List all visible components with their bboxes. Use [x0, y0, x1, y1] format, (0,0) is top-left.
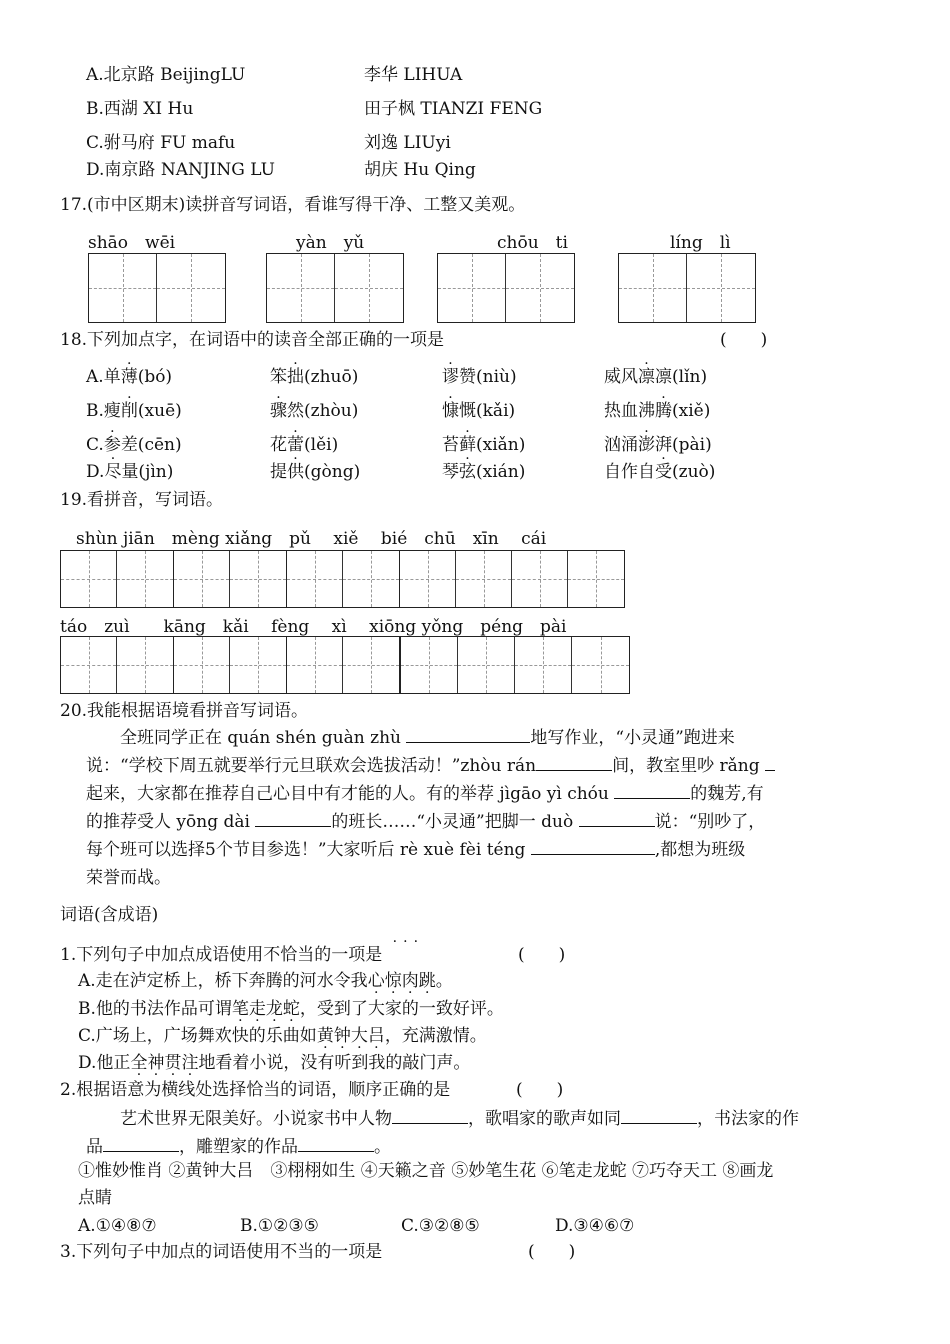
q20-line-3: 起来，大家都在推荐自己心目中有才能的人。有的举荐 jìgāo yì chóu 的魏芳,有 [86, 780, 892, 808]
q17-pinyin-2: yàn yǔ [296, 233, 365, 253]
q17-pinyin-4: líng lì [670, 233, 731, 253]
s2-answer-paren: ( ) [516, 1080, 564, 1100]
q18-option-b-item-2: 骤然(zhòu) [270, 401, 359, 421]
s2-answer-c[interactable]: C.③②⑧⑤ [401, 1216, 480, 1236]
q19-grid-r1-3[interactable] [286, 550, 400, 608]
s2-blank-1[interactable] [392, 1105, 468, 1124]
s2-answer-a[interactable]: A.①④⑧⑦ [78, 1216, 157, 1236]
q16-option-a: A.北京路 BeijingLU [86, 65, 246, 85]
s1-stem: 1.下列句子中加点成语使用不恰当的一项是 ··· [60, 934, 425, 965]
q20-blank-2[interactable] [536, 752, 612, 771]
s1-emphasis-dots: ··· [382, 934, 425, 950]
q19-grid-r1-4[interactable] [399, 550, 625, 608]
s2-passage-line-1: 艺术世界无限美好。小说家书中人物 ，歌唱家的歌声如同 ，书法家的作 [86, 1105, 799, 1130]
q18-option-b-item-4: 热血沸腾(xiě) [604, 401, 711, 421]
s2-blank-4[interactable] [298, 1133, 374, 1152]
q19-pinyin-row1: shùn jiān mèng xiǎng pǔ xiě bié chū xīn cái [76, 529, 547, 549]
q17-pinyin-1: shāo wēi [88, 233, 176, 253]
q18-option-d-item-1[interactable]: D.尽量(jìn) [86, 462, 174, 482]
q20-stem: 20.我能根据语境看拼音写词语。 [60, 701, 309, 721]
s1-option-b[interactable]: B.他的书法作品可谓笔走龙蛇，受到了大家的一致好评。 [78, 999, 504, 1019]
q18-option-a-item-2: 笨拙(zhuō) [270, 367, 359, 387]
q20-blank-1[interactable] [406, 724, 530, 743]
q18-option-b-item-3: 慷慨(kǎi) [442, 401, 516, 421]
q20-line-6: 荣誉而战。 [86, 868, 171, 888]
q19-grid-r2-4[interactable] [400, 636, 630, 694]
q19-grid-r1-2[interactable] [173, 550, 287, 608]
s3-stem: 3.下列句子中加点的词语使用不当的一项是 [60, 1242, 383, 1262]
q17-writing-grid-4[interactable] [618, 253, 756, 323]
q20-blank-5[interactable] [255, 808, 331, 827]
q16-option-d: D.南京路 NANJING LU [86, 160, 275, 180]
s3-answer-paren: ( ) [528, 1242, 576, 1262]
s2-choices-line-1: ①惟妙惟肖 ②黄钟大吕 ③栩栩如生 ④天籁之音 ⑤妙笔生花 ⑥笔走龙蛇 ⑦巧夺天工 ⑧画龙 [78, 1161, 774, 1181]
q16-option-d-name: 胡庆 Hu Qing [364, 160, 476, 180]
q17-writing-grid-2[interactable] [266, 253, 404, 323]
q18-option-d-item-2: 提供(gòng) [270, 462, 361, 482]
s2-choices-line-2: 点睛 [78, 1188, 112, 1208]
q18-stem: 18.下列加点字，在词语中的读音全部正确的一项是 [60, 330, 445, 350]
q16-option-b-name: 田子枫 TIANZI FENG [364, 99, 543, 119]
q18-option-a-item-4: 威风凛凛(lǐn) [604, 367, 708, 387]
q18-option-a-item-3: 谬赞(niù) [442, 367, 517, 387]
s2-answer-d[interactable]: D.③④⑥⑦ [555, 1216, 635, 1236]
q18-option-c-item-2: 花蕾(lěi) [270, 435, 339, 455]
q18-option-c-item-1[interactable]: C.参差(cēn) [86, 435, 182, 455]
q20-blank-3[interactable] [765, 752, 775, 771]
section-title: 词语(含成语) [60, 905, 159, 925]
s1-option-c[interactable]: C.广场上，广场舞欢快的乐曲如黄钟大吕，充满激情。 [78, 1026, 487, 1046]
s2-stem: 2.根据语意为横线处选择恰当的词语，顺序正确的是 [60, 1080, 451, 1100]
q19-grid-r1-1[interactable] [60, 550, 174, 608]
q19-grid-r2-1[interactable] [60, 636, 174, 694]
s1-option-d[interactable]: D.他正全神贯注地看着小说，没有听到我的敲门声。 [78, 1053, 471, 1073]
q20-line-1: 全班同学正在 quán shén guàn zhù 地写作业，“小灵通”跑进来 [86, 724, 892, 752]
q16-option-b: B.西湖 XI Hu [86, 99, 194, 119]
q19-stem: 19.看拼音，写词语。 [60, 490, 224, 510]
s2-answer-b[interactable]: B.①②③⑤ [240, 1216, 319, 1236]
q18-option-d-item-3: 琴弦(xián) [442, 462, 526, 482]
q18-answer-paren: ( ) [720, 330, 768, 350]
s1-answer-paren: ( ) [518, 945, 566, 965]
s1-option-a[interactable]: A.走在泸定桥上，桥下奔腾的河水令我心惊肉跳。 [78, 971, 453, 991]
q18-option-a-item-1[interactable]: A.单薄(bó) [86, 367, 173, 387]
q19-grid-r2-2[interactable] [173, 636, 287, 694]
s2-blank-2[interactable] [621, 1105, 697, 1124]
s2-passage-line-2: 品 ，雕塑家的作品 。 [86, 1133, 391, 1158]
q17-writing-grid-1[interactable] [88, 253, 226, 323]
q18-option-c-item-3: 苔藓(xiǎn) [442, 435, 526, 455]
q19-pinyin-row2: táo zuì kāng kǎi fèng xì xiōng yǒng péng pài [60, 617, 567, 637]
q16-option-c: C.驸马府 FU mafu [86, 133, 236, 153]
q17-stem: 17.(市中区期末)读拼音写词语，看谁写得干净、工整又美观。 [60, 195, 526, 215]
q16-option-a-name: 李华 LIHUA [364, 65, 463, 85]
q20-line-2: 说：“学校下周五就要举行元旦联欢会选拔活动！”zhòu rán 间，教室里吵 rǎng [86, 752, 892, 780]
q18-option-b-item-1[interactable]: B.瘦削(xuē) [86, 401, 182, 421]
q19-grid-r2-3[interactable] [286, 636, 400, 694]
q18-option-d-item-4: 自作自受(zuò) [604, 462, 716, 482]
q20-blank-4[interactable] [614, 780, 690, 799]
s2-blank-3[interactable] [103, 1133, 179, 1152]
q20-blank-6[interactable] [579, 808, 655, 827]
q16-option-c-name: 刘逸 LIUyi [364, 133, 451, 153]
q17-writing-grid-3[interactable] [437, 253, 575, 323]
q20-line-4: 的推荐受人 yōng dài 的班长……“小灵通”把脚一 duò 说：“别吵了， [86, 808, 892, 836]
q20-line-5: 每个班可以选择5个节目参选！”大家听后 rè xuè fèi téng ,都想为班级 [86, 836, 892, 864]
q17-pinyin-3: chōu ti [497, 233, 568, 253]
q18-option-c-item-4: 汹涌澎湃(pài) [604, 435, 712, 455]
q20-blank-7[interactable] [531, 836, 655, 855]
